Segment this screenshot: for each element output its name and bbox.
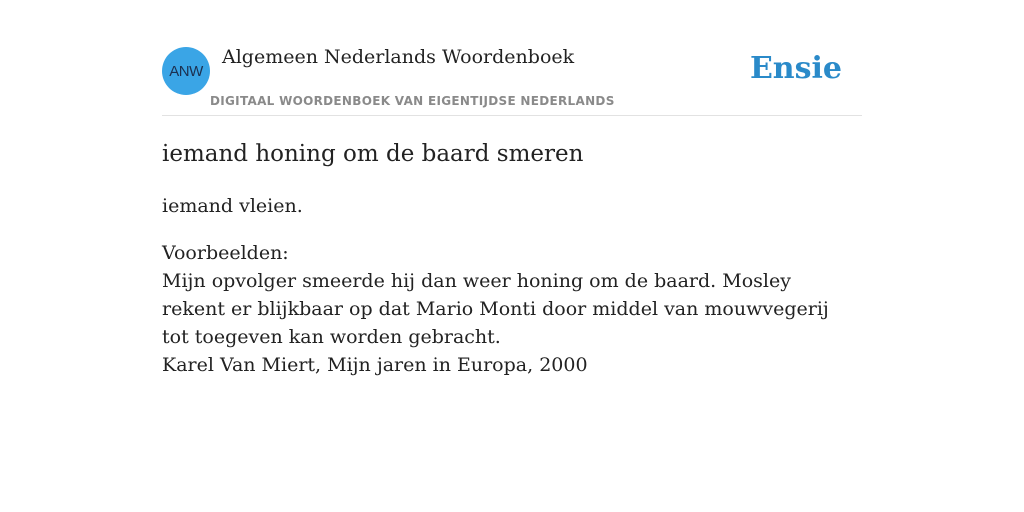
- example-source: Karel Van Miert, Mijn jaren in Europa, 2000: [162, 354, 588, 376]
- site-title[interactable]: Algemeen Nederlands Woordenboek: [222, 46, 575, 68]
- anw-logo[interactable]: [162, 47, 210, 95]
- examples-section: [162, 239, 842, 379]
- entry-definition: iemand vleien.: [162, 195, 303, 217]
- header: [162, 40, 862, 116]
- entry-content: [162, 138, 842, 379]
- ensie-brand-link[interactable]: Ensie: [749, 51, 842, 86]
- example-text: Mijn opvolger smeerde hij dan weer honing om de baard. Mosley rekent er blijkbaar op dat Mario Monti door middel van mouwvegerij tot toegeven kan worden gebracht.: [162, 270, 829, 348]
- entry-headword: iemand honing om de baard smeren: [162, 141, 584, 167]
- logo-text: ANW: [169, 62, 203, 80]
- examples-label: Voorbeelden:: [162, 242, 289, 264]
- site-subtitle: DIGITAAL WOORDENBOEK VAN EIGENTIJDSE NEDERLANDS: [210, 94, 615, 108]
